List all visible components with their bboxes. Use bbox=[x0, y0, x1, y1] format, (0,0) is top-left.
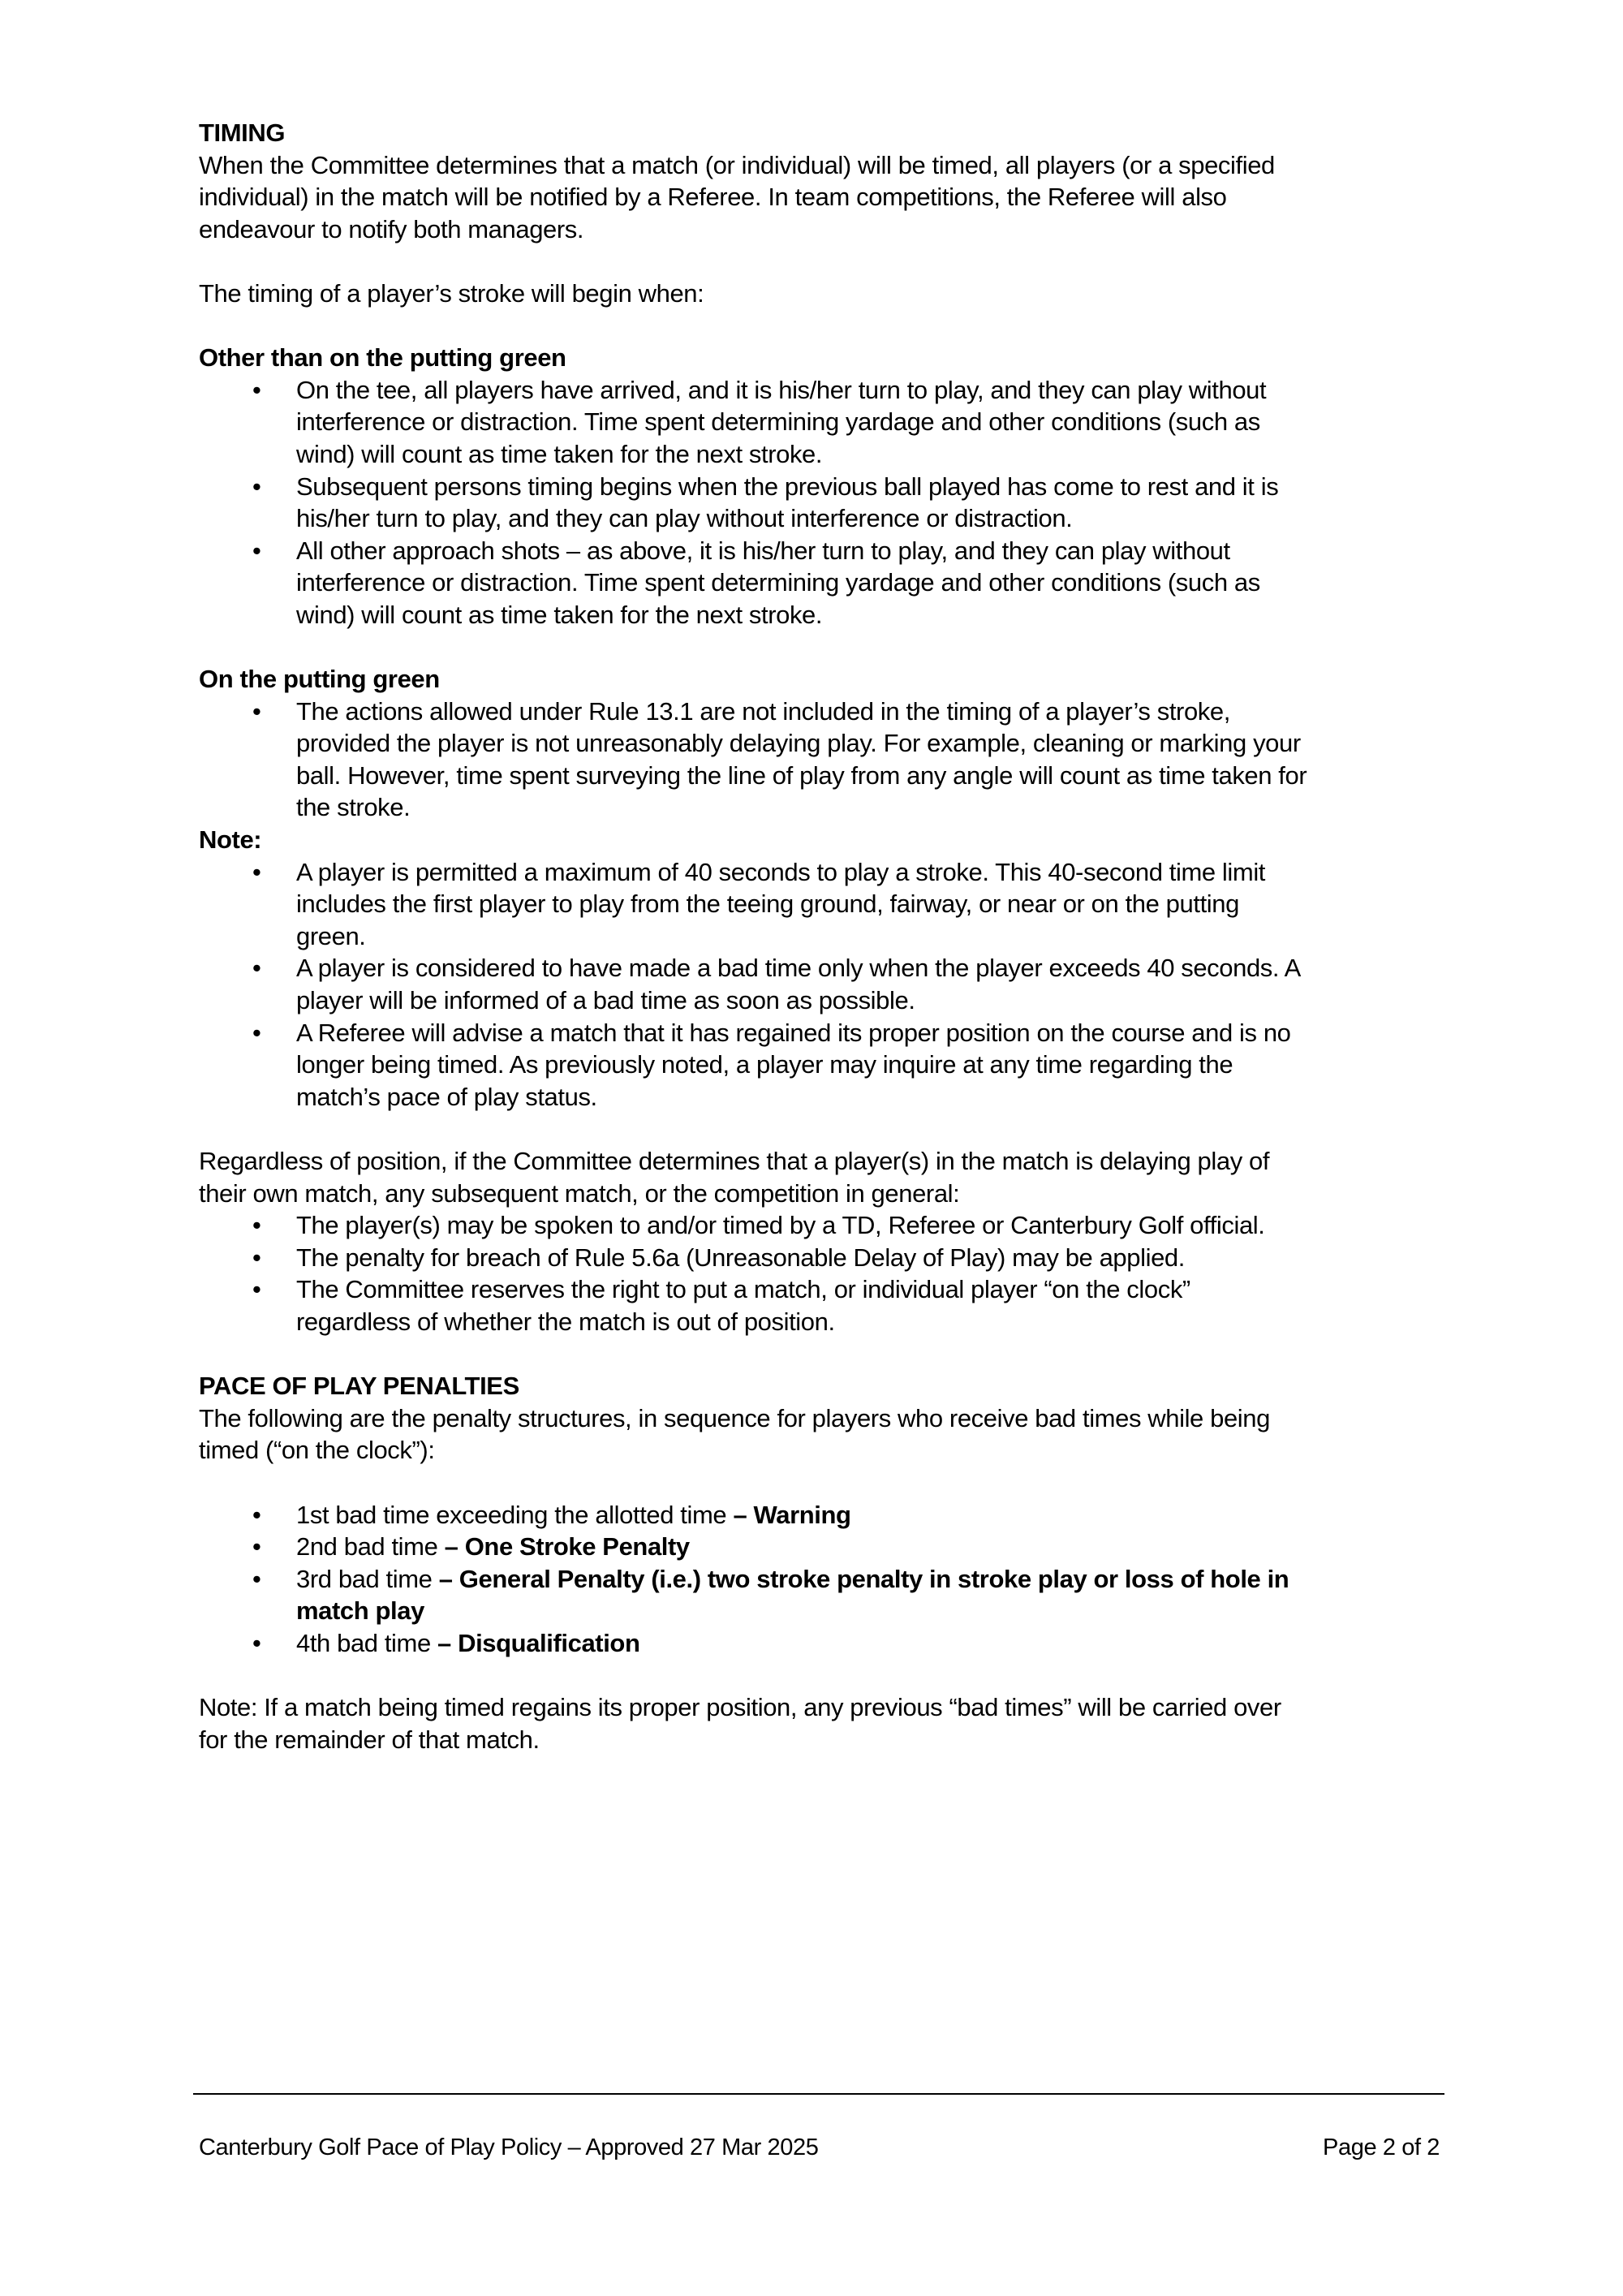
bullet-text: All other approach shots – as above, it is his/her turn to play, and they can play without bbox=[296, 536, 1230, 565]
penalty-label: 2nd bad time bbox=[296, 1532, 445, 1562]
penalty-outcome: – Disqualification bbox=[437, 1628, 640, 1657]
bullet-continuation: provided the player is not unreasonably delaying play. For example, cleaning or marking your bbox=[296, 729, 1301, 758]
bullet-icon: • bbox=[252, 1018, 261, 1047]
bullet-item bbox=[199, 471, 1449, 503]
bullet-text: The penalty for breach of Rule 5.6a (Unreasonable Delay of Play) may be applied. bbox=[296, 1243, 1185, 1272]
bullet-continuation: wind) will count as time taken for the next stroke. bbox=[296, 600, 823, 629]
paragraph-line: individual) in the match will be notified by a Referee. In team competitions, the Referee will also bbox=[199, 183, 1227, 212]
bullet-icon: • bbox=[252, 1211, 261, 1240]
bullet-continuation: his/her turn to play, and they can play without interference or distraction. bbox=[296, 504, 1073, 533]
page-number: Page 2 of 2 bbox=[1323, 2134, 1440, 2160]
bullet-item bbox=[199, 374, 1449, 407]
bullet-icon: • bbox=[252, 857, 261, 886]
penalty-item-2 bbox=[199, 1531, 1449, 1563]
bullet-item bbox=[199, 1273, 1449, 1306]
footer-title: Canterbury Golf Pace of Play Policy – Approved 27 Mar 2025 bbox=[199, 2134, 819, 2160]
subheading-other-than-green: Other than on the putting green bbox=[199, 343, 566, 373]
section-heading-penalties: PACE OF PLAY PENALTIES bbox=[199, 1372, 519, 1401]
penalty-label: 3rd bad time bbox=[296, 1564, 439, 1593]
bullet-icon: • bbox=[252, 1275, 261, 1304]
bullet-text: The actions allowed under Rule 13.1 are not included in the timing of a player’s stroke, bbox=[296, 696, 1230, 726]
bullet-text: A player is considered to have made a bad time only when the player exceeds 40 seconds. A bbox=[296, 954, 1301, 983]
bullet-item bbox=[199, 535, 1449, 567]
paragraph-line: The following are the penalty structures, in sequence for players who receive bad times while being bbox=[199, 1403, 1270, 1432]
penalty-item-3 bbox=[199, 1563, 1449, 1596]
spacer bbox=[199, 1660, 1449, 1692]
spacer bbox=[199, 1113, 1449, 1145]
bullet-continuation: ball. However, time spent surveying the line of play from any angle will count as time taken for bbox=[296, 760, 1307, 790]
bullet-continuation: the stroke. bbox=[296, 793, 411, 822]
bullet-item bbox=[199, 1242, 1449, 1274]
bullet-icon: • bbox=[252, 1500, 261, 1529]
bullet-text: A player is permitted a maximum of 40 seconds to play a stroke. This 40-second time limit bbox=[296, 857, 1266, 886]
bullet-continuation: regardless of whether the match is out of position. bbox=[296, 1307, 835, 1336]
spacer bbox=[199, 245, 1449, 278]
paragraph-line: endeavour to notify both managers. bbox=[199, 214, 584, 243]
paragraph-line: timed (“on the clock”): bbox=[199, 1436, 435, 1465]
bullet-icon: • bbox=[252, 472, 261, 501]
bullet-icon: • bbox=[252, 536, 261, 565]
penalty-outcome: – One Stroke Penalty bbox=[444, 1532, 690, 1562]
bullet-item bbox=[199, 952, 1449, 984]
penalty-outcome: – Warning bbox=[733, 1500, 851, 1529]
bullet-icon: • bbox=[252, 696, 261, 726]
bullet-icon: • bbox=[252, 1243, 261, 1272]
penalty-item-1 bbox=[199, 1499, 1449, 1531]
footer-divider bbox=[193, 2093, 1444, 2095]
bullet-item bbox=[199, 696, 1449, 728]
paragraph-line: Note: If a match being timed regains its proper position, any previous “bad times” will be carried over bbox=[199, 1693, 1281, 1722]
spacer bbox=[199, 1338, 1449, 1371]
bullet-continuation: interference or distraction. Time spent determining yardage and other conditions (such as bbox=[296, 407, 1260, 437]
penalty-outcome: – General Penalty (i.e.) two stroke penalty in stroke play or loss of hole in bbox=[438, 1564, 1289, 1593]
section-heading-timing: TIMING bbox=[199, 118, 286, 147]
bullet-text: The player(s) may be spoken to and/or timed by a TD, Referee or Canterbury Golf official. bbox=[296, 1211, 1265, 1240]
bullet-icon: • bbox=[252, 954, 261, 983]
bullet-icon: • bbox=[252, 1532, 261, 1562]
bullet-continuation: player will be informed of a bad time as soon as possible. bbox=[296, 986, 915, 1015]
bullet-continuation: interference or distraction. Time spent determining yardage and other conditions (such as bbox=[296, 568, 1260, 597]
bullet-icon: • bbox=[252, 375, 261, 404]
paragraph-line: for the remainder of that match. bbox=[199, 1725, 540, 1754]
document-page bbox=[199, 117, 1449, 1755]
penalty-label: 4th bad time bbox=[296, 1628, 438, 1657]
bullet-icon: • bbox=[252, 1564, 261, 1593]
bullet-continuation: green. bbox=[296, 921, 366, 950]
spacer bbox=[199, 631, 1449, 664]
paragraph-line: When the Committee determines that a match (or individual) will be timed, all players (or a specified bbox=[199, 150, 1275, 179]
bullet-text: A Referee will advise a match that it has regained its proper position on the course and is no bbox=[296, 1018, 1291, 1047]
bullet-text: The Committee reserves the right to put a match, or individual player “on the clock” bbox=[296, 1275, 1190, 1304]
subheading-on-green: On the putting green bbox=[199, 665, 440, 694]
bullet-continuation: match play bbox=[296, 1596, 424, 1626]
bullet-continuation: wind) will count as time taken for the next stroke. bbox=[296, 439, 823, 468]
bullet-item bbox=[199, 1209, 1449, 1242]
spacer bbox=[199, 1467, 1449, 1499]
bullet-item bbox=[199, 1017, 1449, 1049]
paragraph-line: The timing of a player’s stroke will begin when: bbox=[199, 278, 704, 308]
penalty-label: 1st bad time exceeding the allotted time bbox=[296, 1500, 734, 1529]
bullet-icon: • bbox=[252, 1628, 261, 1657]
subheading-note: Note: bbox=[199, 825, 262, 855]
paragraph-line: Regardless of position, if the Committee determines that a player(s) in the match is delaying play of bbox=[199, 1147, 1270, 1175]
bullet-continuation: match’s pace of play status. bbox=[296, 1082, 597, 1111]
page-footer bbox=[199, 2131, 1440, 2164]
spacer bbox=[199, 310, 1449, 342]
bullet-text: Subsequent persons timing begins when the previous ball played has come to rest and it is bbox=[296, 472, 1279, 501]
bullet-continuation: includes the first player to play from the teeing ground, fairway, or near or on the putting bbox=[296, 890, 1239, 919]
bullet-text: On the tee, all players have arrived, and it is his/her turn to play, and they can play without bbox=[296, 375, 1267, 404]
bullet-item bbox=[199, 856, 1449, 889]
penalty-item-4 bbox=[199, 1627, 1449, 1660]
bullet-continuation: longer being timed. As previously noted, a player may inquire at any time regarding the bbox=[296, 1050, 1233, 1079]
paragraph-line: their own match, any subsequent match, or the competition in general: bbox=[199, 1178, 960, 1208]
